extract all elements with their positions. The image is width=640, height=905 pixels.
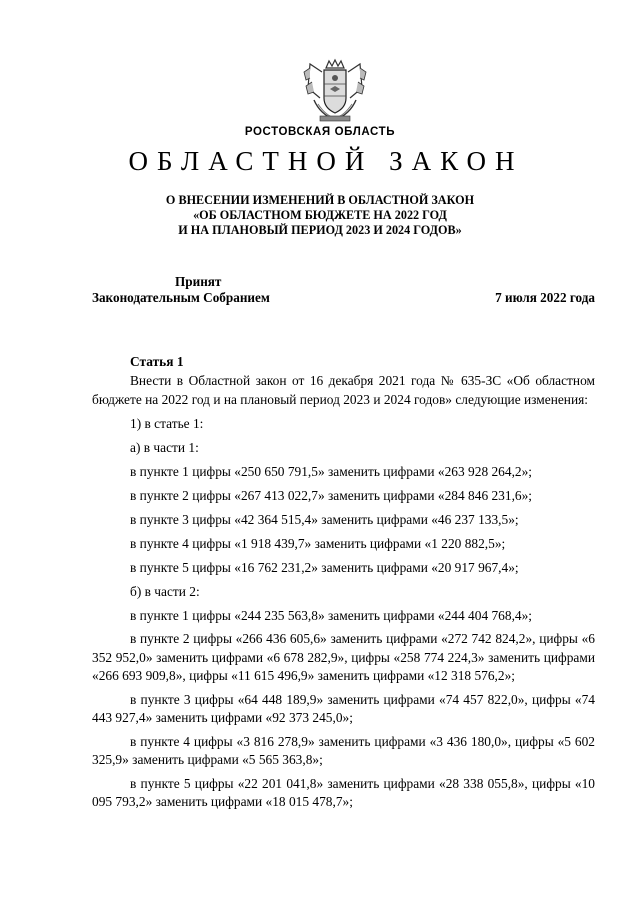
list-item: в пункте 1 цифры «244 235 563,8» заменить цифрами «244 404 768,4»; (130, 608, 533, 623)
list-item: в пункте 2 цифры «266 436 605,6» заменить цифрами «272 742 824,2», цифры «6 352 952,0» заменить цифрами «6 678 282,9», цифры «258 774 224,3» заменить цифрами «266 693 909,8», цифры «11 615 496,9» заменить цифрами «12 318 576,2»; (92, 631, 595, 683)
adoption-date: 7 июля 2022 года (495, 290, 595, 305)
list-item: 1) в статье 1: (130, 416, 204, 431)
list-item: в пункте 3 цифры «42 364 515,4» заменить цифрами «46 237 133,5»; (130, 512, 519, 527)
list-item: в пункте 4 цифры «3 816 278,9» заменить цифрами «3 436 180,0», цифры «5 602 325,9» заменить цифрами «5 565 363,8»; (92, 733, 595, 767)
list-item: в пункте 4 цифры «1 918 439,7» заменить цифрами «1 220 882,5»; (130, 536, 506, 551)
list-item: а) в части 1: (130, 440, 199, 455)
law-body (92, 352, 595, 812)
coat-of-arms-emblem (300, 58, 370, 124)
region-name: РОСТОВСКАЯ ОБЛАСТЬ (244, 126, 396, 138)
list-item: в пункте 1 цифры «250 650 791,5» заменить цифрами «263 928 264,2»; (130, 464, 533, 479)
subtitle-line: «ОБ ОБЛАСТНОМ БЮДЖЕТЕ НА 2022 ГОД (193, 208, 447, 222)
law-type-title: ОБЛАСТНОЙ ЗАКОН (128, 146, 524, 176)
law-subtitle (0, 193, 640, 238)
subtitle-line: О ВНЕСЕНИИ ИЗМЕНЕНИЙ В ОБЛАСТНОЙ ЗАКОН (165, 193, 475, 207)
list-item: б) в части 2: (130, 584, 200, 599)
adopted-label: Принят (175, 274, 222, 289)
list-item: в пункте 5 цифры «22 201 041,8» заменить цифрами «28 338 055,8», цифры «10 095 793,2» заменить цифрами «18 015 478,7»; (92, 775, 595, 809)
list-item: в пункте 3 цифры «64 448 189,9» заменить цифрами «74 457 822,0», цифры «74 443 927,4» заменить цифрами «92 373 245,0»; (92, 691, 595, 725)
article-title: Статья 1 (130, 354, 184, 369)
subtitle-line: И НА ПЛАНОВЫЙ ПЕРИОД 2023 И 2024 ГОДОВ» (178, 223, 462, 237)
list-item: в пункте 2 цифры «267 413 022,7» заменить цифрами «284 846 231,6»; (130, 488, 533, 503)
assembly-label: Законодательным Собранием (92, 290, 270, 305)
article-intro: Внести в Областной закон от 16 декабря 2021 года № 635-ЗС «Об областном бюджете на 2022 год и на плановый период 2023 и 2024 годов» следующие изменения: (92, 373, 595, 407)
list-item: в пункте 5 цифры «16 762 231,2» заменить цифрами «20 917 967,4»; (130, 560, 519, 575)
